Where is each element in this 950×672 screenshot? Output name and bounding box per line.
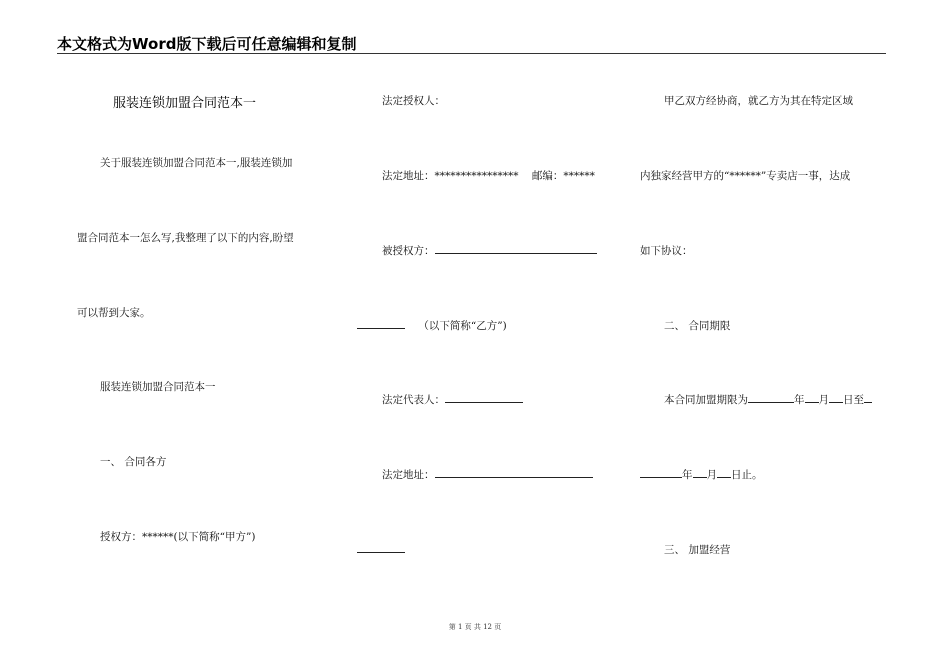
legal-address2-blank [435, 467, 593, 478]
start-year-label: 年 [794, 394, 805, 406]
intro-line-3: 可以帮到大家。 [77, 307, 151, 319]
legal-address2-line [382, 467, 593, 482]
end-day-blank [717, 467, 731, 478]
grantor-line: 授权方：******(以下简称“甲方”) [100, 531, 256, 543]
legal-address-label: 法定地址： [382, 170, 435, 182]
postcode-value: ****** [563, 170, 595, 182]
authorized-person-label: 法定授权人： [382, 95, 445, 107]
intro-line-2: 盟合同范本一怎么写,我整理了以下的内容,盼望 [77, 232, 294, 244]
trailing-blank-line [357, 542, 405, 556]
grantee-suffix-line [357, 318, 507, 333]
grantee-label: 被授权方： [382, 245, 435, 257]
header-rule [57, 53, 886, 54]
trailing-term-blank [864, 392, 872, 403]
section-heading-operation: 三、 加盟经营 [664, 544, 731, 556]
end-month-label: 月 [706, 469, 717, 481]
agreement-line-3: 如下协议： [640, 245, 693, 257]
day-to-label: 日至 [843, 394, 864, 406]
grantee-suffix: （以下简称“乙方”) [418, 320, 507, 332]
end-year-blank [640, 467, 682, 478]
term-end-line [640, 467, 763, 482]
legal-rep-blank [445, 392, 523, 403]
grantee-blank [435, 243, 597, 254]
legal-address-line [382, 168, 595, 183]
start-day-blank [829, 392, 843, 403]
section-heading-parties: 一、 合同各方 [100, 456, 167, 468]
term-end-label: 日止。 [731, 469, 763, 481]
agreement-line-1: 甲乙双方经协商，就乙方为其在特定区域 [664, 95, 853, 107]
end-month-blank [693, 467, 707, 478]
grantee-line [382, 243, 597, 258]
start-month-blank [805, 392, 819, 403]
legal-address2-label: 法定地址： [382, 469, 435, 481]
agreement-line-2: 内独家经营甲方的“******”专卖店一事，达成 [640, 170, 851, 182]
legal-rep-line [382, 392, 523, 407]
document-banner: 本文格式为Word版下载后可任意编辑和复制 [57, 35, 357, 53]
page-footer: 第 1 页 共 12 页 [448, 623, 502, 631]
legal-address-value: **************** [434, 170, 519, 182]
trailing-blank [357, 542, 405, 553]
start-month-label: 月 [818, 394, 829, 406]
legal-rep-label: 法定代表人： [382, 394, 445, 406]
subtitle: 服装连锁加盟合同范本一 [100, 381, 216, 393]
document-title: 服装连锁加盟合同范本一 [113, 96, 257, 111]
start-year-blank [748, 392, 794, 403]
section-heading-term: 二、 合同期限 [664, 320, 731, 332]
intro-line-1: 关于服装连锁加盟合同范本一,服装连锁加 [100, 157, 293, 169]
term-prefix: 本合同加盟期限为 [664, 394, 748, 406]
grantee-continuation-blank [357, 318, 405, 329]
postcode-label: 邮编： [531, 170, 564, 182]
end-year-label: 年 [682, 469, 693, 481]
term-line [664, 392, 872, 407]
